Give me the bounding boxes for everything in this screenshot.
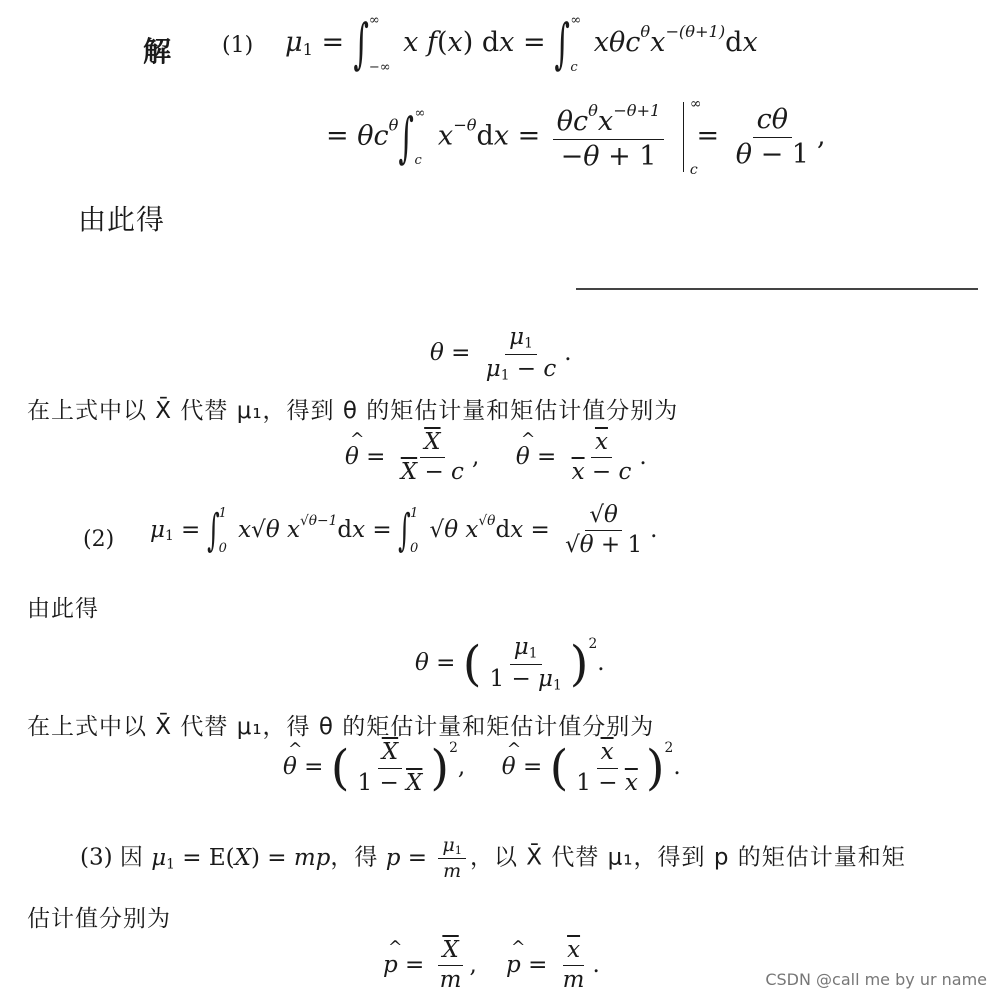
eq-mu1-part2: $\mu_1$ = ∫ 1 0 x√θ $x^{√\theta-1}dx$ = ∫ 1 0 √θ $x^{√\theta}dx$ = $\frac{√\theta}{√\theta + 1}$ . — [150, 502, 658, 559]
part1-substitute: 在上式中以 X̄ 代替 μ₁，得到 θ 的矩估计量和矩估计值分别为 — [27, 398, 679, 424]
part3-line2: 估计值分别为 — [27, 906, 171, 932]
part3-post: ，以 X̄ 代替 μ₁，得到 p 的矩估计量和矩 — [469, 844, 906, 871]
eq-mu1-line2: = $\theta c^\theta\int$ ∞ c $x^{-\theta}dx$ = $\frac{\theta c^\theta x^{-\theta+1}}{-\theta + 1}$ ∞ c = $\frac{c\theta}{\theta - 1}$ , — [326, 96, 826, 178]
part3-line1: (3) 因 $\mu_1 = E(X)$ = mp，得 p = $\frac{\mu_1}{m}$ ，以 X̄ 代替 μ₁，得到 p 的矩估计量和矩 — [80, 834, 906, 883]
part3-label: (3) — [80, 844, 113, 871]
part3-mid: ，得 — [330, 844, 379, 871]
eq-mu1-line1: $\mu_1$ = ∫ ∞ −∞ x f(x) dx = ∫ ∞ c $x\theta c^\theta x^{-(\theta+1)}dx$ — [285, 12, 758, 75]
eq-theta-1: θ = $\frac{\mu_1}{\mu_1 - c}$ . — [430, 324, 572, 384]
part2-substitute: 在上式中以 X̄ 代替 μ₁，得 θ 的矩估计量和矩估计值分别为 — [27, 714, 655, 740]
eq-theta-hat-2: ^ θ = ( $\frac{\overline{X}}{1 - \overline{X}}$ )$^2$, ^ θ = ( $\frac{\overline{x}}{1 - \overline{x}}$ )$^2$. — [283, 740, 681, 796]
part2-youci: 由此得 — [27, 596, 99, 622]
part2-label: (2) — [83, 527, 115, 552]
part3-pre: 因 — [119, 844, 144, 871]
eq-p-hat: ^ p = $\frac{\overline{X}}{m}$ , ^ p = $\frac{\overline{x}}{m}$ . — [383, 938, 600, 994]
part1-youci: 由此得 — [78, 203, 166, 236]
eq-theta-hat-1: ^ θ = $\frac{\overline{X}}{\overline{X} - c}$ , ^ θ = $\frac{\overline{x}}{\overline{x} - c}$ . — [345, 430, 647, 486]
part1-label: (1) — [222, 33, 254, 58]
watermark: CSDN @call me by ur name — [765, 970, 987, 989]
jie-label: 解 — [143, 35, 172, 68]
divider-line — [576, 288, 978, 290]
eq-theta-2: θ = ( $\frac{\mu_1}{1 - \mu_1}$ )$^2$. — [415, 634, 605, 694]
